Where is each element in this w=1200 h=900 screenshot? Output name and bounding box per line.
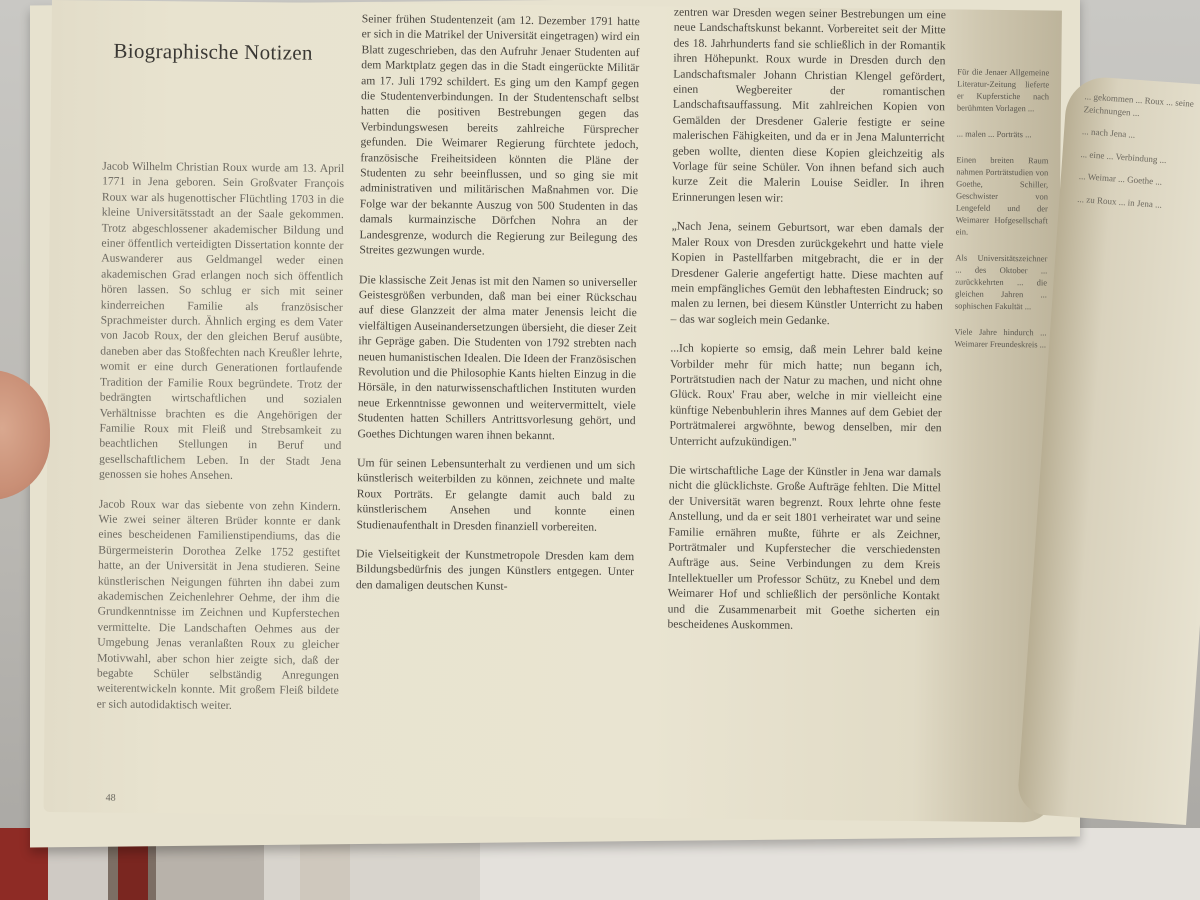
paragraph: Die wirtschaftliche Lage der Künstler in Jena war damals nicht die glücklichste. Große Aufträge fehlten. Die Mittel der Universität waren begrenzt. Roux lehrte ohne feste Anstellung, und da er seit 1801 verheiratet war und seine Familie ernähren mußte, führte er als Zeichner, Porträtmaler und Kupferstecher die verschiedensten Aufträge aus. Seine Verbindungen zu dem Kreis Intellektueller um Professor Schütz, zu Knebel und dem Weimarer Hof und schließlich der persönliche Kontakt und die Zusammenarbeit mit Goethe sicherten ein bescheidenes Auskommen. [667,463,942,632]
paragraph: Als Universitätszeichner ... des Oktober ... zurückkehrten ... die gleichen Jahren ... sophischen Fakultät ... [954,252,1048,312]
paragraph: Seiner frühen Studentenzeit (am 12. Dezember 1791 hatte er sich in die Matrikel der Universität eingetragen) wird ein Blatt zugeschrieben, das den Aufruhr Jenaer Studenten auf dem Marktplatz gegen das in die Stadt eingerückte Militär am 17. Juli 1792 schildert. Es ging um den Kampf gegen die Studentenverbindungen. In der Studentenschaft selbst hatten die positiven Bestrebungen gegen das Verbindungswesen bereits zahlreiche Fürsprecher gefunden. Die Weimarer Regierung fürchtete jedoch, französische Freiheitsideen könnten die Pläne der Studenten zu sehr beeinflussen, und so ging sie mit administrativen und militärischen Maßnahmen vor. Die Folge war der bekannte Auszug von 500 Studenten in das damals kurmainzische Dörfchen Nohra an der Landesgrenze, wodurch die Regierung zur Beilegung des Streites gezwungen wurde. [359,12,640,258]
paragraph: Viele Jahre hindurch ... Weimarer Freundeskreis ... [954,326,1047,350]
page-number: 48 [105,792,116,804]
text-column-3 [667,5,946,649]
paragraph: ... malen ... Porträts ... [956,128,1032,140]
paragraph: zentren war Dresden wegen seiner Bestrebungen um eine neue Landschaftskunst bekannt. Vorbereitet seit der Mitte des 18. Jahrhunderts fand sie schließlich in der Romantik ihren Höhepunkt. Roux wurde in Dresden durch den Landschaftsmaler Johann Christian Klengel gefördert, einen Wegbereiter der romantischen Landschaftsauffassung. Mit zahlreichen Kopien von Gemälden der Dresdener Galerie festigte er seine malerischen Fähigkeiten, und da er in Jena Malunterricht geben wollte, dienten diese Kopien gleichzeitig als Vorlage für seine Schüler. Von ihnen befand sich auch kurze Zeit die Malerin Louise Seidler. In ihren Erinnerungen lesen wir: [671,5,946,205]
paragraph: Die Vielseitigkeit der Kunstmetropole Dresden kam dem Bildungsbedürfnis des jungen Künstlers entgegen. Unter den damaligen deutschen Kunst- [355,547,635,593]
text-column-4-margin [954,65,1049,364]
paragraph: Einen breiten Raum nahmen Porträtstudien von Goethe, Schiller, Geschwister von Lengefeld und der Weimarer Hofgesellschaft ein. [955,154,1049,237]
page-heading: Biographische Notizen [113,38,313,65]
right-page-text [1076,90,1200,224]
paragraph: ... gekommen ... Roux ... seine Zeichnungen ... [1083,91,1195,118]
paragraph: Für die Jenaer Allgemeine Literatur-Zeitung lieferte er Kupferstiche nach berühmten Vorlagen ... [956,66,1050,114]
paragraph: ... nach Jena ... [1081,126,1136,140]
text-column-2 [356,11,640,609]
paragraph: Um für seinen Lebensunterhalt zu verdienen und um sich künstlerisch weiterbilden zu können, zeichnete und malte Roux Porträts. Er gelangte damit auch bald zu künstlerischem Ansehen und konnte einen Studienaufenthalt in Dresden finanziell vorbereiten. [356,456,636,534]
book-left-page [43,0,1061,823]
paragraph: ... zu Roux ... in Jena ... [1077,193,1163,210]
quotation: „Nach Jena, seinem Geburtsort, war eben damals der Maler Roux von Dresden zurückgekehrt und hatte viele Kopien in Pastellfarben mitgebracht, die er in der Dresdener Galerie angefertigt hatte. Diese machten auf mein empfängliches Gemüt den lebhaftesten Eindruck; so malen zu lernen, bei diesem Künstler Unterricht zu haben – das war sogleich mein Gedanke. [670,219,944,327]
paragraph: ... eine ... Verbindung ... [1080,148,1167,165]
paragraph: Die klassische Zeit Jenas ist mit den Namen so universeller Geistesgrößen verbunden, daß man bei einer Rückschau auf diese Glanzzeit der alma mater Jenensis leicht die vielfältigen Auseinandersetzungen übersieht, die dieser Zeit ihr Gepräge gaben. Die Studenten von 1792 strebten nach neuen humanistischen Idealen. Die Ideen der Französischen Revolution und die Philosophie Kants hielten Einzug in die Hörsäle, in den naturwissenschaftlichen Instituten wurden neue Erkenntnisse gewonnen und weitervermittelt, viele Studenten hatten Schillers Antrittsvorlesung gehört, und Goethes Dichtungen waren ihnen bekannt. [357,272,638,442]
text-column-1 [96,159,344,729]
paragraph: Jacob Roux war das siebente von zehn Kindern. Wie zwei seiner älteren Brüder konnte er dank eines bescheidenen Familienstipendiums, das die Bürgermeisterin Dorothea Zelke 1752 gestiftet hatte, an der Universität in Jena studieren. Seine künstlerischen Neigungen führten ihn dabei zum akademischen Zeichenlehrer Oehme, der ihm die Grundkenntnisse im Zeichnen und Kupferstechen vermittelte. Die Landschaften Oehmes aus der Umgebung Jenas veranlaßten Roux zu gleicher Motivwahl, aber schon hier zeigte sich, daß der begabte Schüler selbständig Anregungen weiterentwickeln konnte. Mit großem Fleiß bildete er sich autodidaktisch weiter. [96,497,341,712]
paragraph: ... Weimar ... Goethe ... [1078,170,1163,187]
paragraph: Jacob Wilhelm Christian Roux wurde am 13. April 1771 in Jena geboren. Sein Großvater François Roux war als hugenottischer Flüchtling 1703 in die kleine Universitätsstadt an der Saale gekommen. Trotz abgeschlossener akademischer Bildung und einer öffentlich verteidigten Dissertation konnte der Auswanderer aus Geldmangel weder einen akademischen Grad erlangen noch sich öffentlich hören lassen. So schlug er sich mit seiner kinderreichen Familie als französischer Sprachmeister durch. Ähnlich erging es dem Vater von Jacob Roux, der den gleichen Beruf ausübte, daneben aber das Stoßfechten nach Kreußler lehrte, womit er eine durch Generationen fortlaufende Tradition der Familie Roux begründete. Trotz der bedrängten wirtschaftlichen und sozialen Verhältnisse brachten es die Angehörigen der Familie Roux mit Fleiß und Strebsamkeit zu beachtlichen Stellungen in Beruf und gesellschaftlichem Leben. In der Stadt Jena genossen sie hohes Ansehen. [98,159,345,483]
quotation: ...Ich kopierte so emsig, daß mein Lehrer bald keine Vorbilder mehr für mich hatte; nun begann ich, Porträtstudien nach der Natur zu machen, und nicht ohne Glück. Roux' Frau aber, welche in mir vielleicht eine künftige Nebenbuhlerin ihres Mannes auf dem Gebiet der Porträtmalerei argwöhnte, bewog denselben, mir den Unterricht aufzukündigen." [669,341,943,449]
